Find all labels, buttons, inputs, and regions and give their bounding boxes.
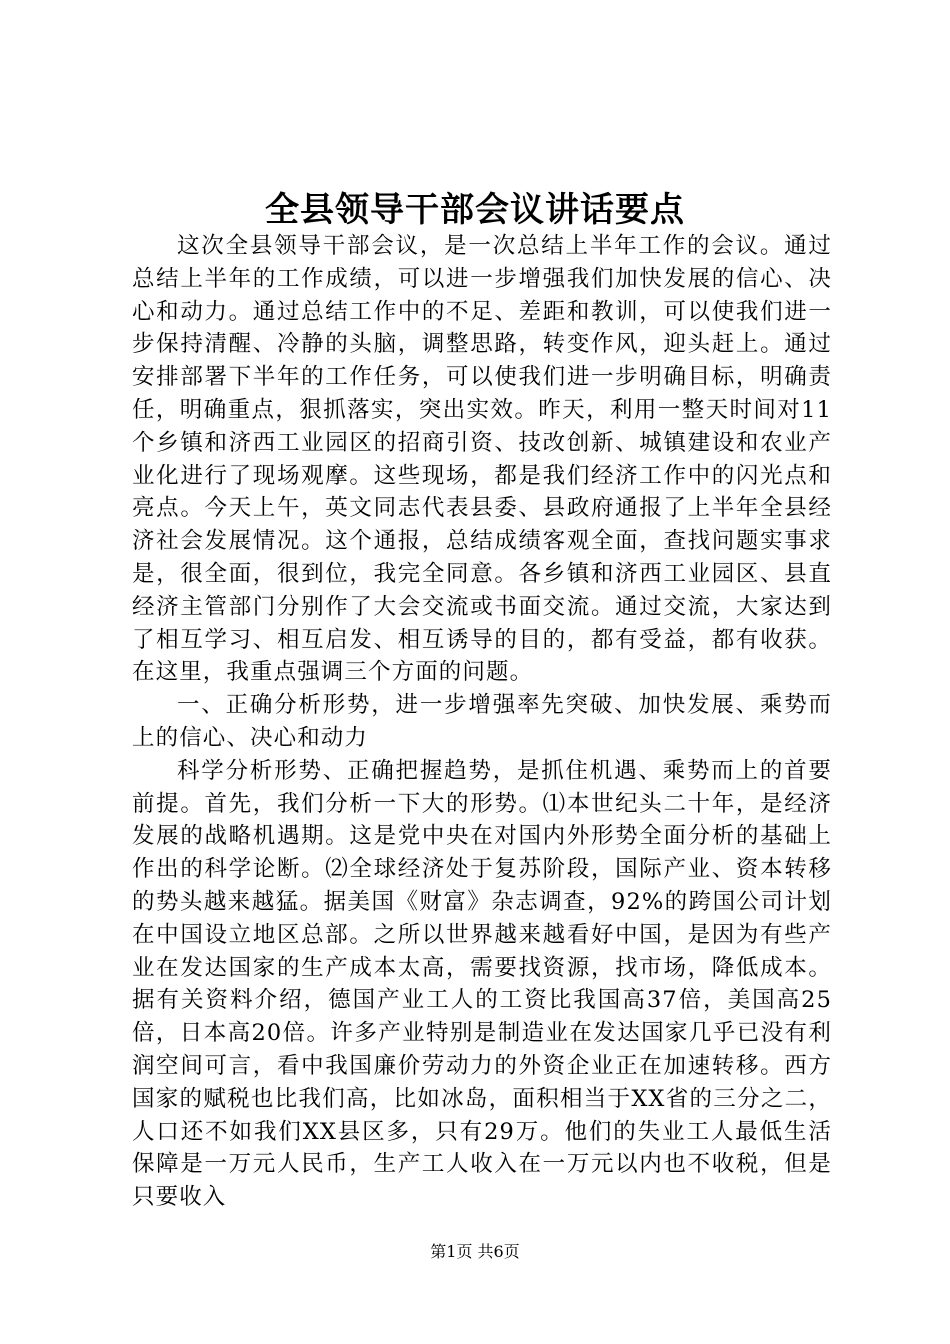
paragraph-intro: 这次全县领导干部会议，是一次总结上半年工作的会议。通过总结上半年的工作成绩，可以进一步增强我们加快发展的信心、决心和动力。通过总结工作中的不足、差距和教训，可以使我们进一步保持清醒、冷静的头脑，调整思路，转变作风，迎头赶上。通过安排部署下半年的工作任务，可以使我们进一步明确目标，明确责任，明确重点，狠抓落实，突出实效。昨天，利用一整天时间对11个乡镇和济西工业园区的招商引资、技改创新、城镇建设和农业产业化进行了现场观摩。这些现场，都是我们经济工作中的闪光点和亮点。今天上午，英文同志代表县委、县政府通报了上半年全县经济社会发展情况。这个通报，总结成绩客观全面，查找问题实事求是，很全面，很到位，我完全同意。各乡镇和济西工业园区、县直经济主管部门分别作了大会交流或书面交流。通过交流，大家达到了相互学习、相互启发、相互诱导的目的，都有受益，都有收获。在这里，我重点强调三个方面的问题。 — [132, 233, 832, 686]
paragraph-heading-one: 一、正确分析形势，进一步增强率先突破、加快发展、乘势而上的信心、决心和动力 — [132, 692, 832, 751]
paragraph-analysis: 科学分析形势、正确把握趋势，是抓住机遇、乘势而上的首要前提。首先，我们分析一下大的形势。⑴本世纪头二十年，是经济发展的战略机遇期。这是党中央在对国内外形势全面分析的基础上作出的科学论断。⑵全球经济处于复苏阶段，国际产业、资本转移的势头越来越猛。据美国《财富》杂志调查，92%的跨国公司计划在中国设立地区总部。之所以世界越来越看好中国，是因为有些产业在发达国家的生产成本太高，需要找资源，找市场，降低成本。据有关资料介绍，德国产业工人的工资比我国高37倍，美国高25倍，日本高20倍。许多产业特别是制造业在发达国家几乎已没有利润空间可言，看中我国廉价劳动力的外资企业正在加速转移。西方国家的赋税也比我们高，比如冰岛，面积相当于XX省的三分之二，人口还不如我们XX县区多，只有29万。他们的失业工人最低生活保障是一万元人民币，生产工人收入在一万元以内也不收税，但是只要收入 — [132, 757, 832, 1211]
page-number-footer: 第1页 共6页 — [430, 1242, 520, 1261]
document-body — [132, 230, 832, 1214]
document-title: 全县领导干部会议讲话要点 — [265, 190, 685, 230]
